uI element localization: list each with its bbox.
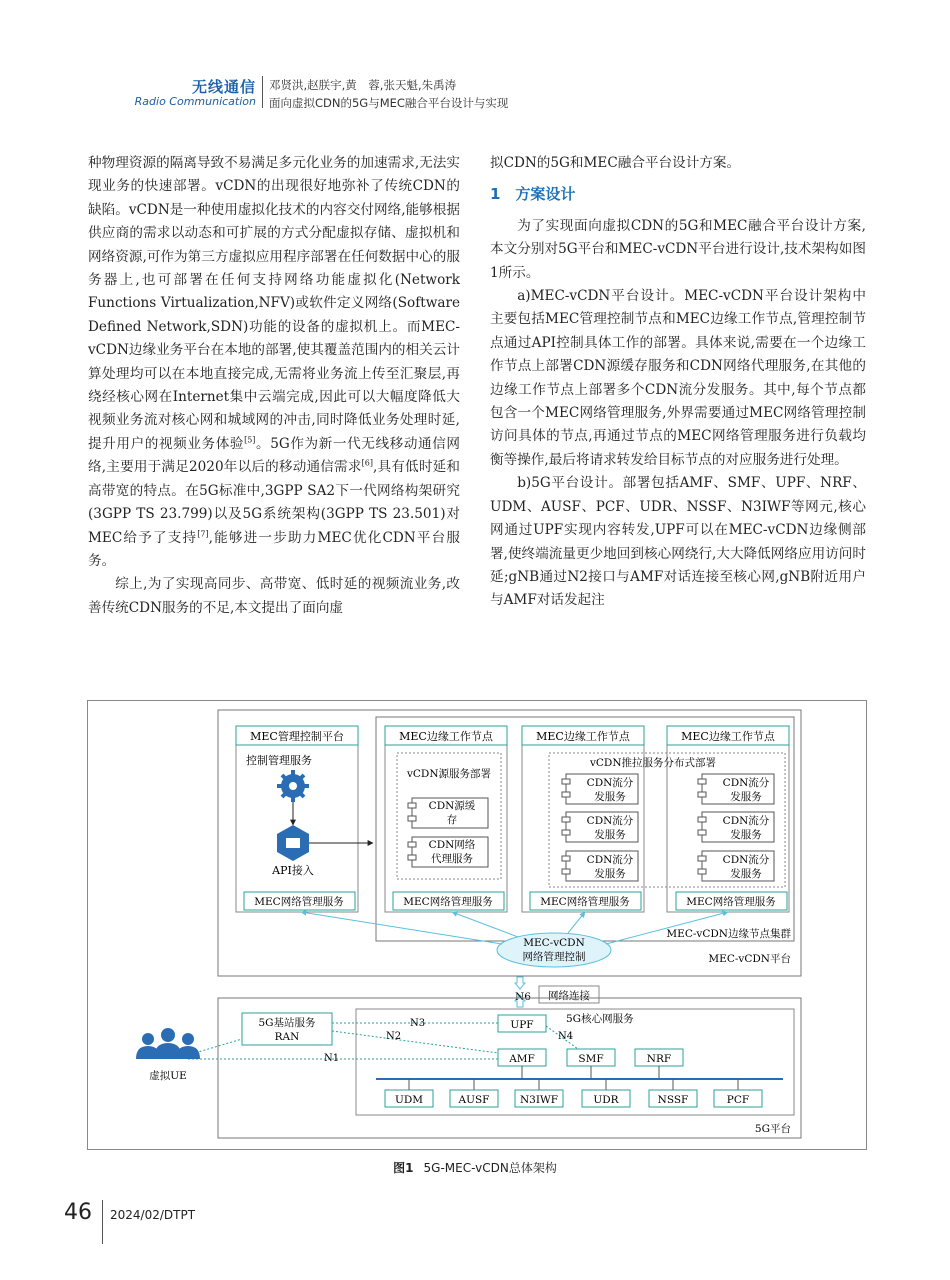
mec-net-mgmt-label: MEC网络管理服务 xyxy=(540,896,630,908)
svg-text:CDN流分: CDN流分 xyxy=(586,854,634,866)
svg-text:N1: N1 xyxy=(324,1053,340,1064)
cdn-proxy-label-1: CDN网络 xyxy=(428,839,476,851)
svg-text:发服务: 发服务 xyxy=(594,829,626,841)
right-paragraph-1: 为了实现面向虚拟CDN的5G和MEC融合平台设计方案,本文分别对5G平台和MEC-vCDN平台进行设计,技术架构如图1所示。 xyxy=(490,217,866,281)
left-paragraph-1 xyxy=(88,152,460,573)
users-icon xyxy=(136,1028,200,1059)
header-divider xyxy=(262,76,263,108)
cdn-proxy-label-2: 代理服务 xyxy=(431,853,473,865)
mec-net-mgmt-label: MEC网络管理服务 xyxy=(403,896,493,908)
cdn-cache-label-2: 存 xyxy=(446,814,458,826)
svg-text:N4: N4 xyxy=(558,1031,574,1042)
svg-text:发服务: 发服务 xyxy=(730,791,762,803)
right-column xyxy=(490,152,866,613)
svg-text:N3IWF: N3IWF xyxy=(519,1094,559,1106)
svg-text:SMF: SMF xyxy=(578,1053,604,1065)
cdn-dist-group-3 xyxy=(698,774,774,881)
svg-text:UPF: UPF xyxy=(510,1019,534,1031)
figure-caption xyxy=(0,1159,950,1176)
svg-text:UDM: UDM xyxy=(394,1094,424,1106)
mec-control-title: MEC管理控制平台 xyxy=(250,730,344,743)
svg-text:N3: N3 xyxy=(410,1018,426,1029)
journal-name-en: Radio Communication xyxy=(134,95,256,108)
header-title: 面向虚拟CDN的5G与MEC融合平台设计与实现 xyxy=(269,96,509,110)
svg-text:RAN: RAN xyxy=(274,1031,300,1043)
svg-text:MEC-vCDN: MEC-vCDN xyxy=(523,937,585,949)
svg-text:发服务: 发服务 xyxy=(594,791,626,803)
journal-name: 无线通信 xyxy=(191,78,256,96)
svg-text:AUSF: AUSF xyxy=(458,1094,490,1106)
right-paragraph-3: b)5G平台设计。部署包括AMF、SMF、UPF、NRF、UDM、AUSF、PCF、UDR、NSSF、N3IWF等网元,核心网通过UPF实现内容转发,UPF可以在MEC-vCDN边缘侧部署,使终端流量更少地回到核心网绕行,大大降低网络应用访问时延;gNB通过N2接口与AMF对话连接至核心网,gNB附近用户与AMF对话发起注 xyxy=(490,475,866,609)
ue-label: 虚拟UE xyxy=(149,1070,187,1082)
svg-text:CDN流分: CDN流分 xyxy=(586,777,634,789)
left-column xyxy=(88,152,460,620)
svg-text:网络管理控制: 网络管理控制 xyxy=(522,951,586,963)
svg-text:AMF: AMF xyxy=(509,1053,535,1065)
edge-node-1-title: MEC边缘工作节点 xyxy=(399,730,493,743)
push-pull-label: vCDN推拉服务分布式部署 xyxy=(589,757,717,769)
svg-text:N2: N2 xyxy=(386,1031,402,1042)
edge-node-2-title: MEC边缘工作节点 xyxy=(536,730,630,743)
issue-date: 2024/02/DTPT xyxy=(110,1208,196,1222)
mec-net-mgmt-label: MEC网络管理服务 xyxy=(254,896,344,908)
citation: [7] xyxy=(197,528,209,538)
text-run: 。5G作为新一代无线移动通信网络,主要用于满足2020年以后的移动通信需求 xyxy=(88,435,461,476)
svg-text:发服务: 发服务 xyxy=(594,868,626,880)
net-conn-label: 网络连接 xyxy=(548,990,590,1002)
citation: [6] xyxy=(361,458,373,468)
5g-platform-label: 5G平台 xyxy=(754,1123,791,1135)
edge-node-3-title: MEC边缘工作节点 xyxy=(681,730,775,743)
cluster-label: MEC-vCDN边缘节点集群 xyxy=(666,928,791,940)
cdn-dist-group-2 xyxy=(562,774,638,881)
caption-text: 5G-MEC-vCDN总体架构 xyxy=(423,1161,557,1175)
svg-text:发服务: 发服务 xyxy=(730,868,762,880)
svg-text:NRF: NRF xyxy=(646,1053,672,1065)
mec-net-mgmt-label: MEC网络管理服务 xyxy=(686,896,776,908)
vcdn-source-label: vCDN源服务部署 xyxy=(406,768,492,780)
svg-text:发服务: 发服务 xyxy=(730,829,762,841)
right-paragraph-2: a)MEC-vCDN平台设计。MEC-vCDN平台设计架构中主要包括MEC管理控制节点和MEC边缘工作节点,管理控制节点通过API控制具体工作的部署。具体来说,需要在一个边缘工作节点上部署CDN源缓存服务和CDN网络代理服务,在其他的边缘工作节点上部署多个CDN流分发服务。其中,每个节点都包含一个MEC网络管理服务,外界需要通过MEC网络管理控制访问具体的节点,再通过节点的MEC网络管理服务进行负载均衡等操作,最后将请求转发给目标节点的对应服务进行处理。 xyxy=(490,288,866,468)
header-authors: 邓贤洪,赵朕宇,黄 蓉,张天魁,朱禹涛 xyxy=(269,78,457,92)
svg-text:CDN流分: CDN流分 xyxy=(722,815,770,827)
mec-platform-label: MEC-vCDN平台 xyxy=(708,953,791,965)
gear-icon xyxy=(277,770,309,802)
svg-text:NSSF: NSSF xyxy=(657,1094,689,1106)
core-label: 5G核心网服务 xyxy=(566,1013,634,1025)
page-number: 46 xyxy=(64,1200,92,1225)
svg-text:CDN流分: CDN流分 xyxy=(586,815,634,827)
text-run: ,能够进一步助力MEC优化CDN平台服务。 xyxy=(88,529,460,569)
left-paragraph-2: 综上,为了实现高同步、高带宽、低时延的视频流业务,改善传统CDN服务的不足,本文提出了面向虚 xyxy=(88,576,460,616)
svg-text:PCF: PCF xyxy=(726,1094,750,1106)
n6-label: N6 xyxy=(515,991,531,1003)
text-run: ,具有低时延和高带宽的特点。在5G标准中,3GPP SA2下一代网络构架研究(3GPP TS 23.799)以及5G系统架构(3GPP TS 23.501)对MEC给予了支持 xyxy=(88,459,460,546)
caption-label: 图1 xyxy=(393,1161,414,1175)
svg-text:5G基站服务: 5G基站服务 xyxy=(258,1017,316,1029)
svg-text:UDR: UDR xyxy=(593,1094,619,1106)
section-heading: 1 方案设计 xyxy=(490,185,576,204)
api-label: API接入 xyxy=(272,864,314,877)
control-service-label: 控制管理服务 xyxy=(246,754,312,767)
cdn-cache-label-1: CDN源缓 xyxy=(428,800,476,812)
svg-text:CDN流分: CDN流分 xyxy=(722,854,770,866)
footer-divider xyxy=(102,1200,103,1244)
text-run: 种物理资源的隔离导致不易满足多元化业务的加速需求,无法实现业务的快速部署。vCDN的出现很好地弥补了传统CDN的缺陷。vCDN是一种使用虚拟化技术的内容交付网络,能够根据供应商的需求以动态和可扩展的方式分配虚拟存储、虚拟机和网络资源,可作为第三方虚拟应用程序部署在任何数据中心的服务器上,也可部署在任何支持网络功能虚拟化(Network Functions Virtualization,NFV)或软件定义网络(Software Defined Network,SDN)功能的设备的虚拟机上。而MEC-vCDN边缘业务平台在本地的部署,使其覆盖范围内的相关云计算处理均可以在本地直接完成,无需将业务流上传至汇聚层,再绕经核心网在Internet集中云端完成,因此可以大幅度降低大视频业务流对核心网和城域网的冲击,同时降低业务处理时延,提升用户的视频业务体验 xyxy=(88,155,460,452)
citation: [5] xyxy=(244,435,256,445)
architecture-figure xyxy=(87,700,867,1150)
svg-text:CDN流分: CDN流分 xyxy=(722,777,770,789)
right-paragraph-0: 拟CDN的5G和MEC融合平台设计方案。 xyxy=(490,155,741,171)
architecture-diagram xyxy=(88,701,866,1149)
